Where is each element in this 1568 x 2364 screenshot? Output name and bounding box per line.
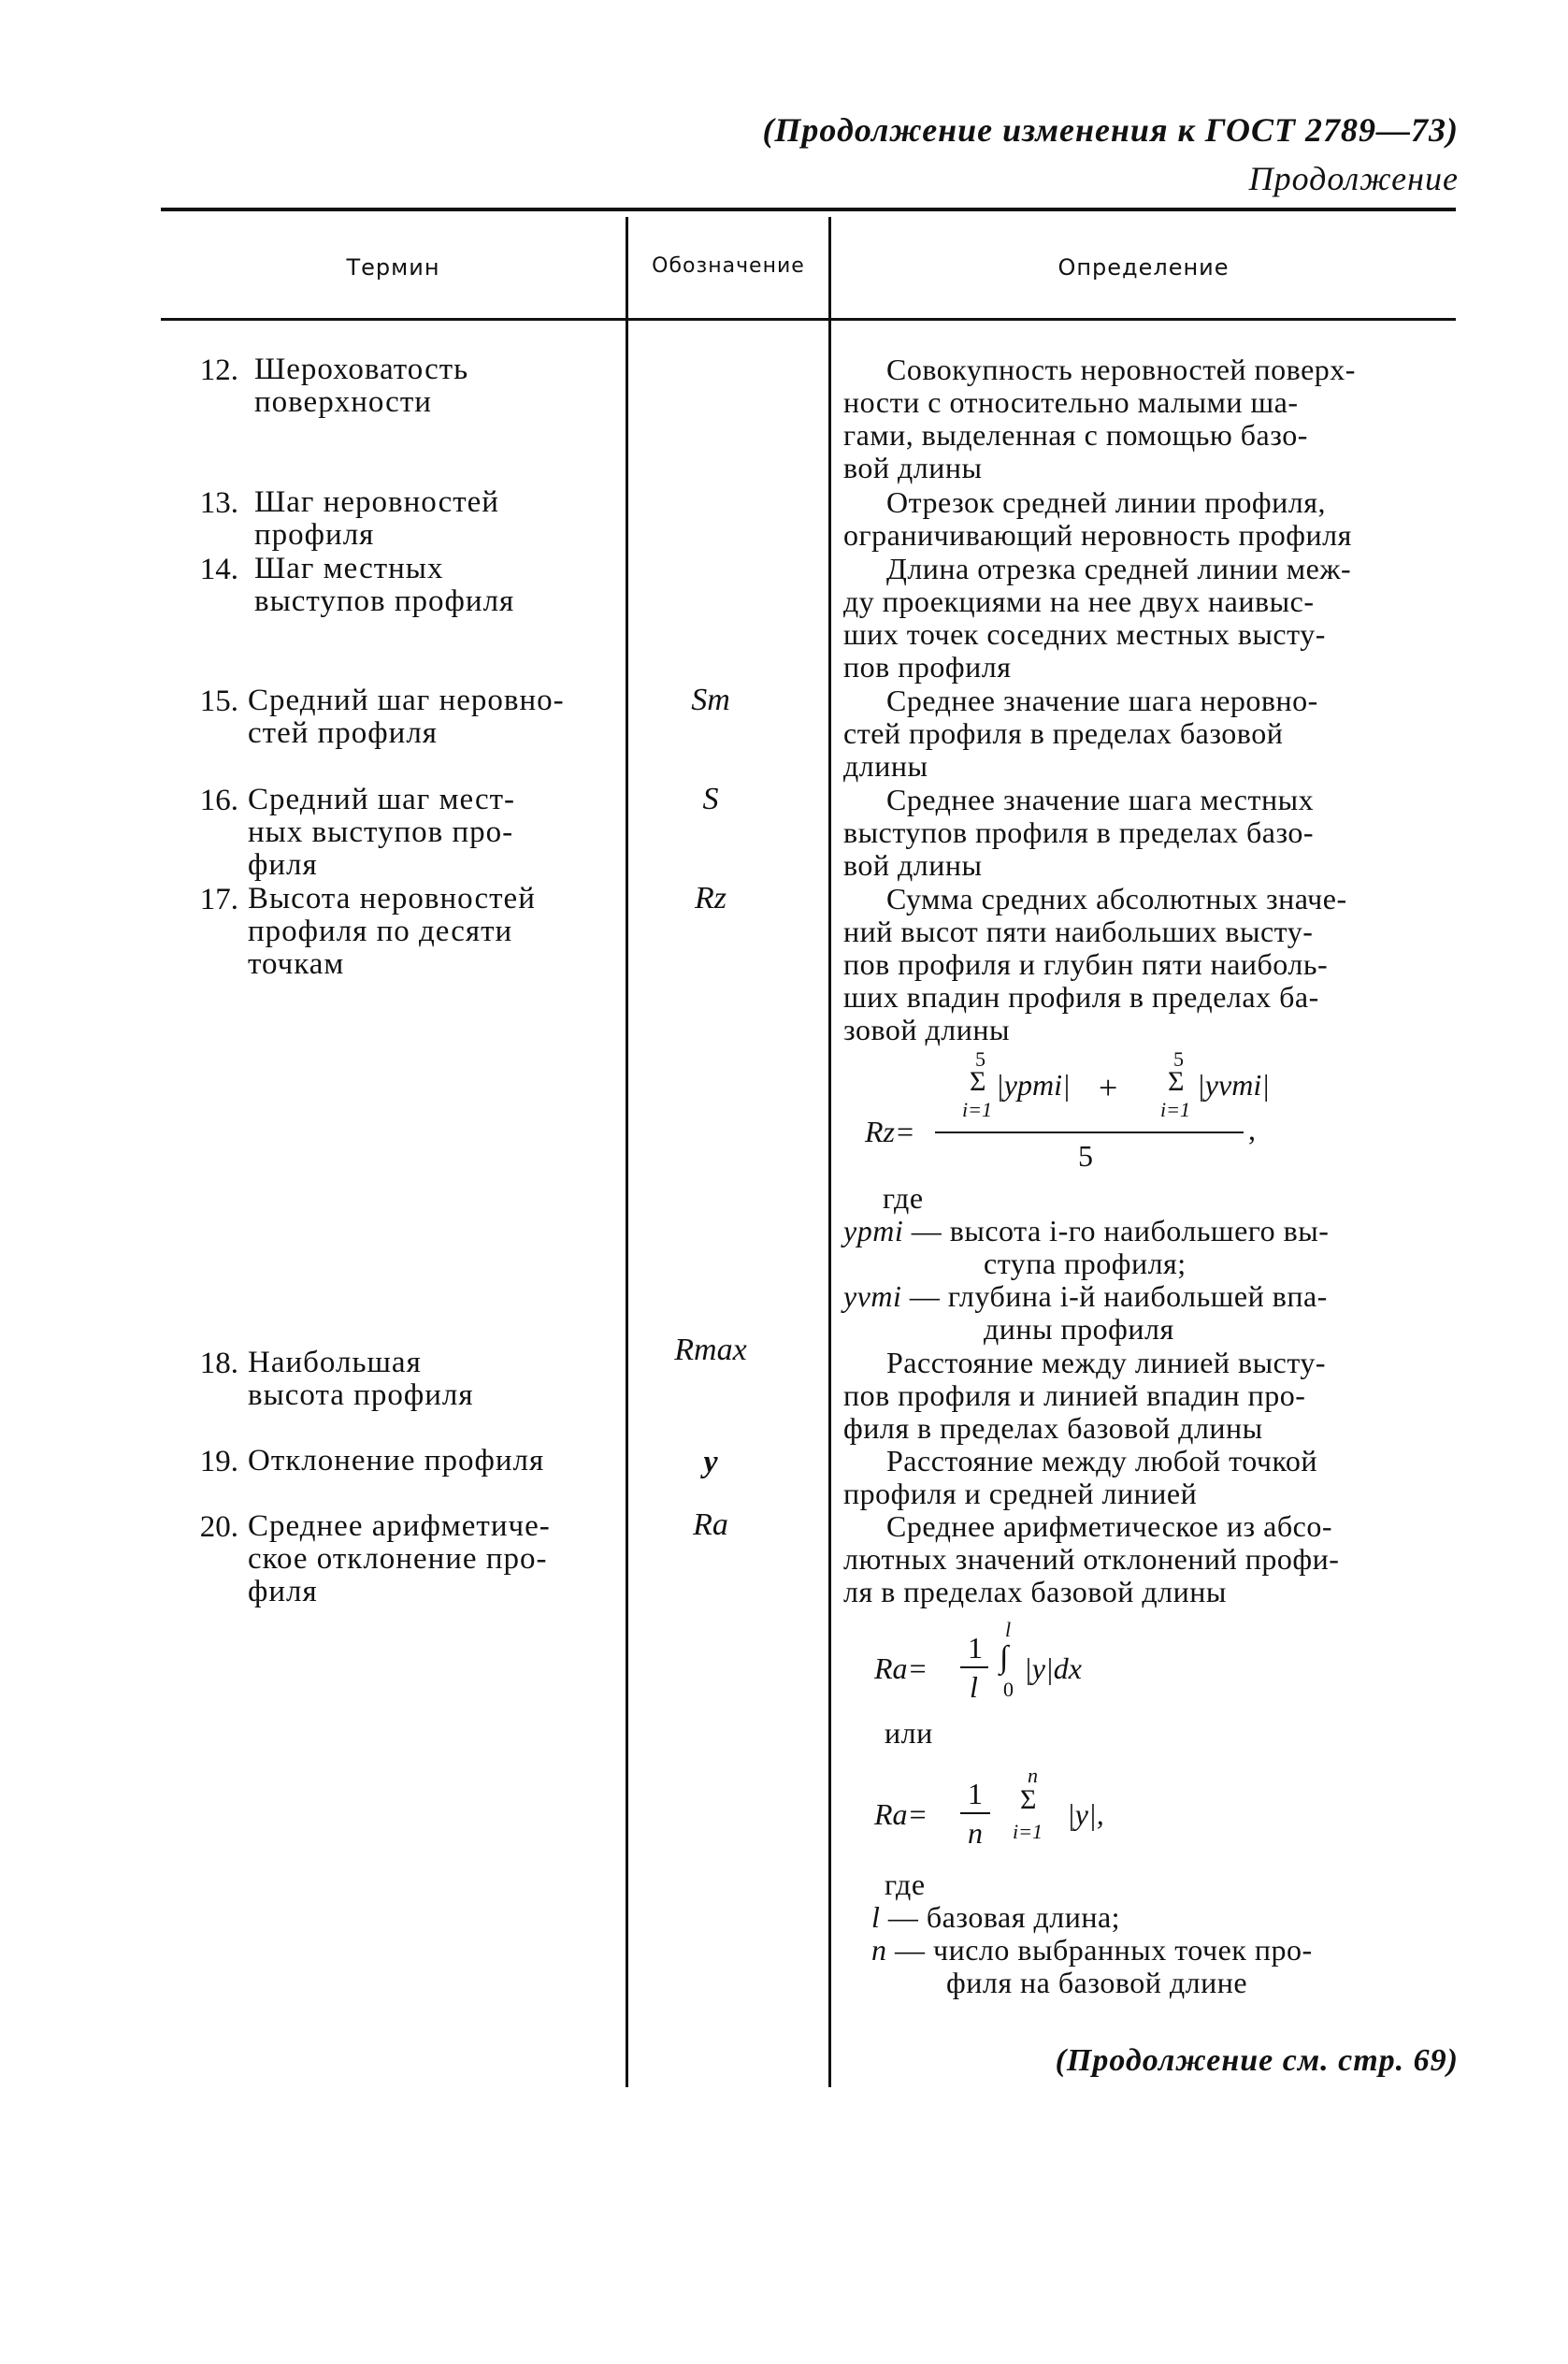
row-16-definition: Среднее значение шага местных выступов профиля в пределах базо- вой длины: [843, 783, 1315, 882]
row-16-symbol: S: [702, 782, 719, 816]
row-15-number: 15.: [199, 685, 238, 718]
row-19-definition: Расстояние между любой точкой профиля и средней линией: [843, 1444, 1318, 1510]
rz-sum2-bottom: i=1: [1160, 1098, 1190, 1121]
ra1-integral-sign: ∫: [1000, 1640, 1009, 1675]
row-20-definition: Среднее арифметическое из абсо- лютных значений отклонений профи- ля в пределах базовой длины: [843, 1509, 1340, 1608]
row-17-term: Высота неровностей профиля по десяти точкам: [248, 882, 536, 981]
rz-fraction-comma: ,: [1248, 1113, 1256, 1146]
row-14-number: 14.: [199, 553, 238, 586]
ra2-lhs: Ra=: [874, 1797, 928, 1831]
row-17-number: 17.: [199, 883, 238, 916]
row-20-term: Среднее арифметиче- ское отклонение про- филя: [248, 1509, 551, 1608]
rz-fraction-bar: [935, 1132, 1244, 1133]
column-divider-2: [828, 217, 831, 2087]
rz-sum2-sign: Σ: [1168, 1066, 1185, 1097]
row-14-term: Шаг местных выступов профиля: [254, 552, 515, 618]
rz-denominator: 5: [1078, 1139, 1093, 1173]
row-15-term: Средний шаг неровно- стей профиля: [248, 684, 565, 750]
ra-integral-formula: [874, 1618, 1155, 1709]
row-14-definition: Длина отрезка средней линии меж- ду проекциями на нее двух наивыс- ших точек соседних местных высту- пов профиля: [843, 552, 1352, 684]
row-15-definition: Среднее значение шага неровно- стей профиля в пределах базовой длины: [843, 684, 1318, 783]
ra2-sum-top: n: [1028, 1764, 1038, 1787]
continuation-header: (Продолжение изменения к ГОСТ 2789—73): [762, 111, 1459, 149]
table-top-rule: [161, 208, 1456, 211]
row-17-definition: Сумма средних абсолютных значе- ний высот пяти наибольших высту- пов профиля и глубин пяти наиболь- ших впадин профиля в пределах ба- зовой длины: [843, 882, 1347, 1046]
row-19-number: 19.: [199, 1445, 238, 1478]
rz-sum1-bottom: i=1: [962, 1098, 992, 1121]
ra2-sum-bottom: i=1: [1013, 1820, 1043, 1843]
row-18-definition: Расстояние между линией высту- пов профиля и линией впадин про- филя в пределах базовой длины: [843, 1346, 1327, 1445]
ra1-numerator: 1: [968, 1631, 983, 1665]
column-header-definition: Определение: [1057, 254, 1230, 281]
rz-lhs: Rz=: [865, 1115, 915, 1148]
ra2-sum-sign: Σ: [1020, 1784, 1037, 1815]
rz-sum1-top: 5: [975, 1047, 985, 1071]
row-19-term: Отклонение профиля: [248, 1444, 545, 1478]
rz-sum1-sign: Σ: [970, 1066, 986, 1097]
row-19-symbol: y: [703, 1445, 718, 1479]
rz-sum2-top: 5: [1173, 1047, 1184, 1071]
row-16-number: 16.: [199, 784, 238, 817]
row-13-number: 13.: [199, 486, 238, 520]
ra1-lhs: Ra=: [874, 1651, 928, 1685]
row-13-term: Шаг неровностей профиля: [254, 485, 499, 552]
column-divider-1: [626, 217, 628, 2087]
row-17-symbol: Rz: [695, 881, 726, 915]
table-header-rule: [161, 318, 1456, 321]
row-16-term: Средний шаг мест- ных выступов про- филя: [248, 783, 515, 882]
row-18-number: 18.: [199, 1347, 238, 1380]
ra1-fraction-bar: [960, 1666, 988, 1668]
ra-or-label: или: [885, 1716, 933, 1750]
row-13-definition: Отрезок средней линии профиля, ограничивающий неровность профиля: [843, 485, 1352, 552]
row-12-definition: Совокупность неровностей поверх- ности с относительно малыми ша- гами, выделенная с помощью базо- вой длины: [843, 353, 1356, 484]
ra-legend: где l — базовая длина; n — число выбранных точек про- филя на базовой длине: [871, 1867, 1313, 1999]
column-header-term: Термин: [346, 254, 440, 281]
row-15-symbol: Sm: [691, 683, 730, 717]
continued-label: Продолжение: [1248, 160, 1459, 197]
ra1-body: |y|dx: [1024, 1651, 1082, 1685]
ra2-denominator: n: [968, 1816, 983, 1850]
ra2-numerator: 1: [968, 1777, 983, 1810]
rz-term1: |ypmi|: [996, 1068, 1071, 1102]
ra1-integral-bottom: 0: [1003, 1678, 1014, 1701]
ra2-fraction-bar: [960, 1812, 990, 1814]
continuation-footer: (Продолжение см. стр. 69): [1055, 2043, 1459, 2078]
rz-legend: где ypmi — высота i-го наибольшего вы- ступа профиля; yvmi — глубина i-й наибольшей впа- дины профиля: [843, 1181, 1330, 1346]
row-12-term: Шероховатость поверхности: [254, 353, 469, 419]
ra1-integral-top: l: [1005, 1618, 1012, 1641]
column-header-symbol: Обозначение: [652, 254, 805, 278]
rz-formula: [865, 1047, 1332, 1178]
ra1-denominator: l: [970, 1670, 978, 1704]
row-12-number: 12.: [199, 353, 238, 387]
ra2-body: |y|,: [1067, 1797, 1104, 1831]
row-20-symbol: Ra: [693, 1507, 728, 1542]
rz-term2: |yvmi|: [1197, 1068, 1270, 1102]
rz-plus: +: [1099, 1069, 1118, 1106]
row-20-number: 20.: [199, 1510, 238, 1544]
row-18-term: Наибольшая высота профиля: [248, 1346, 474, 1412]
row-18-symbol: Rmax: [674, 1333, 747, 1367]
ra-sum-formula: [874, 1764, 1155, 1863]
